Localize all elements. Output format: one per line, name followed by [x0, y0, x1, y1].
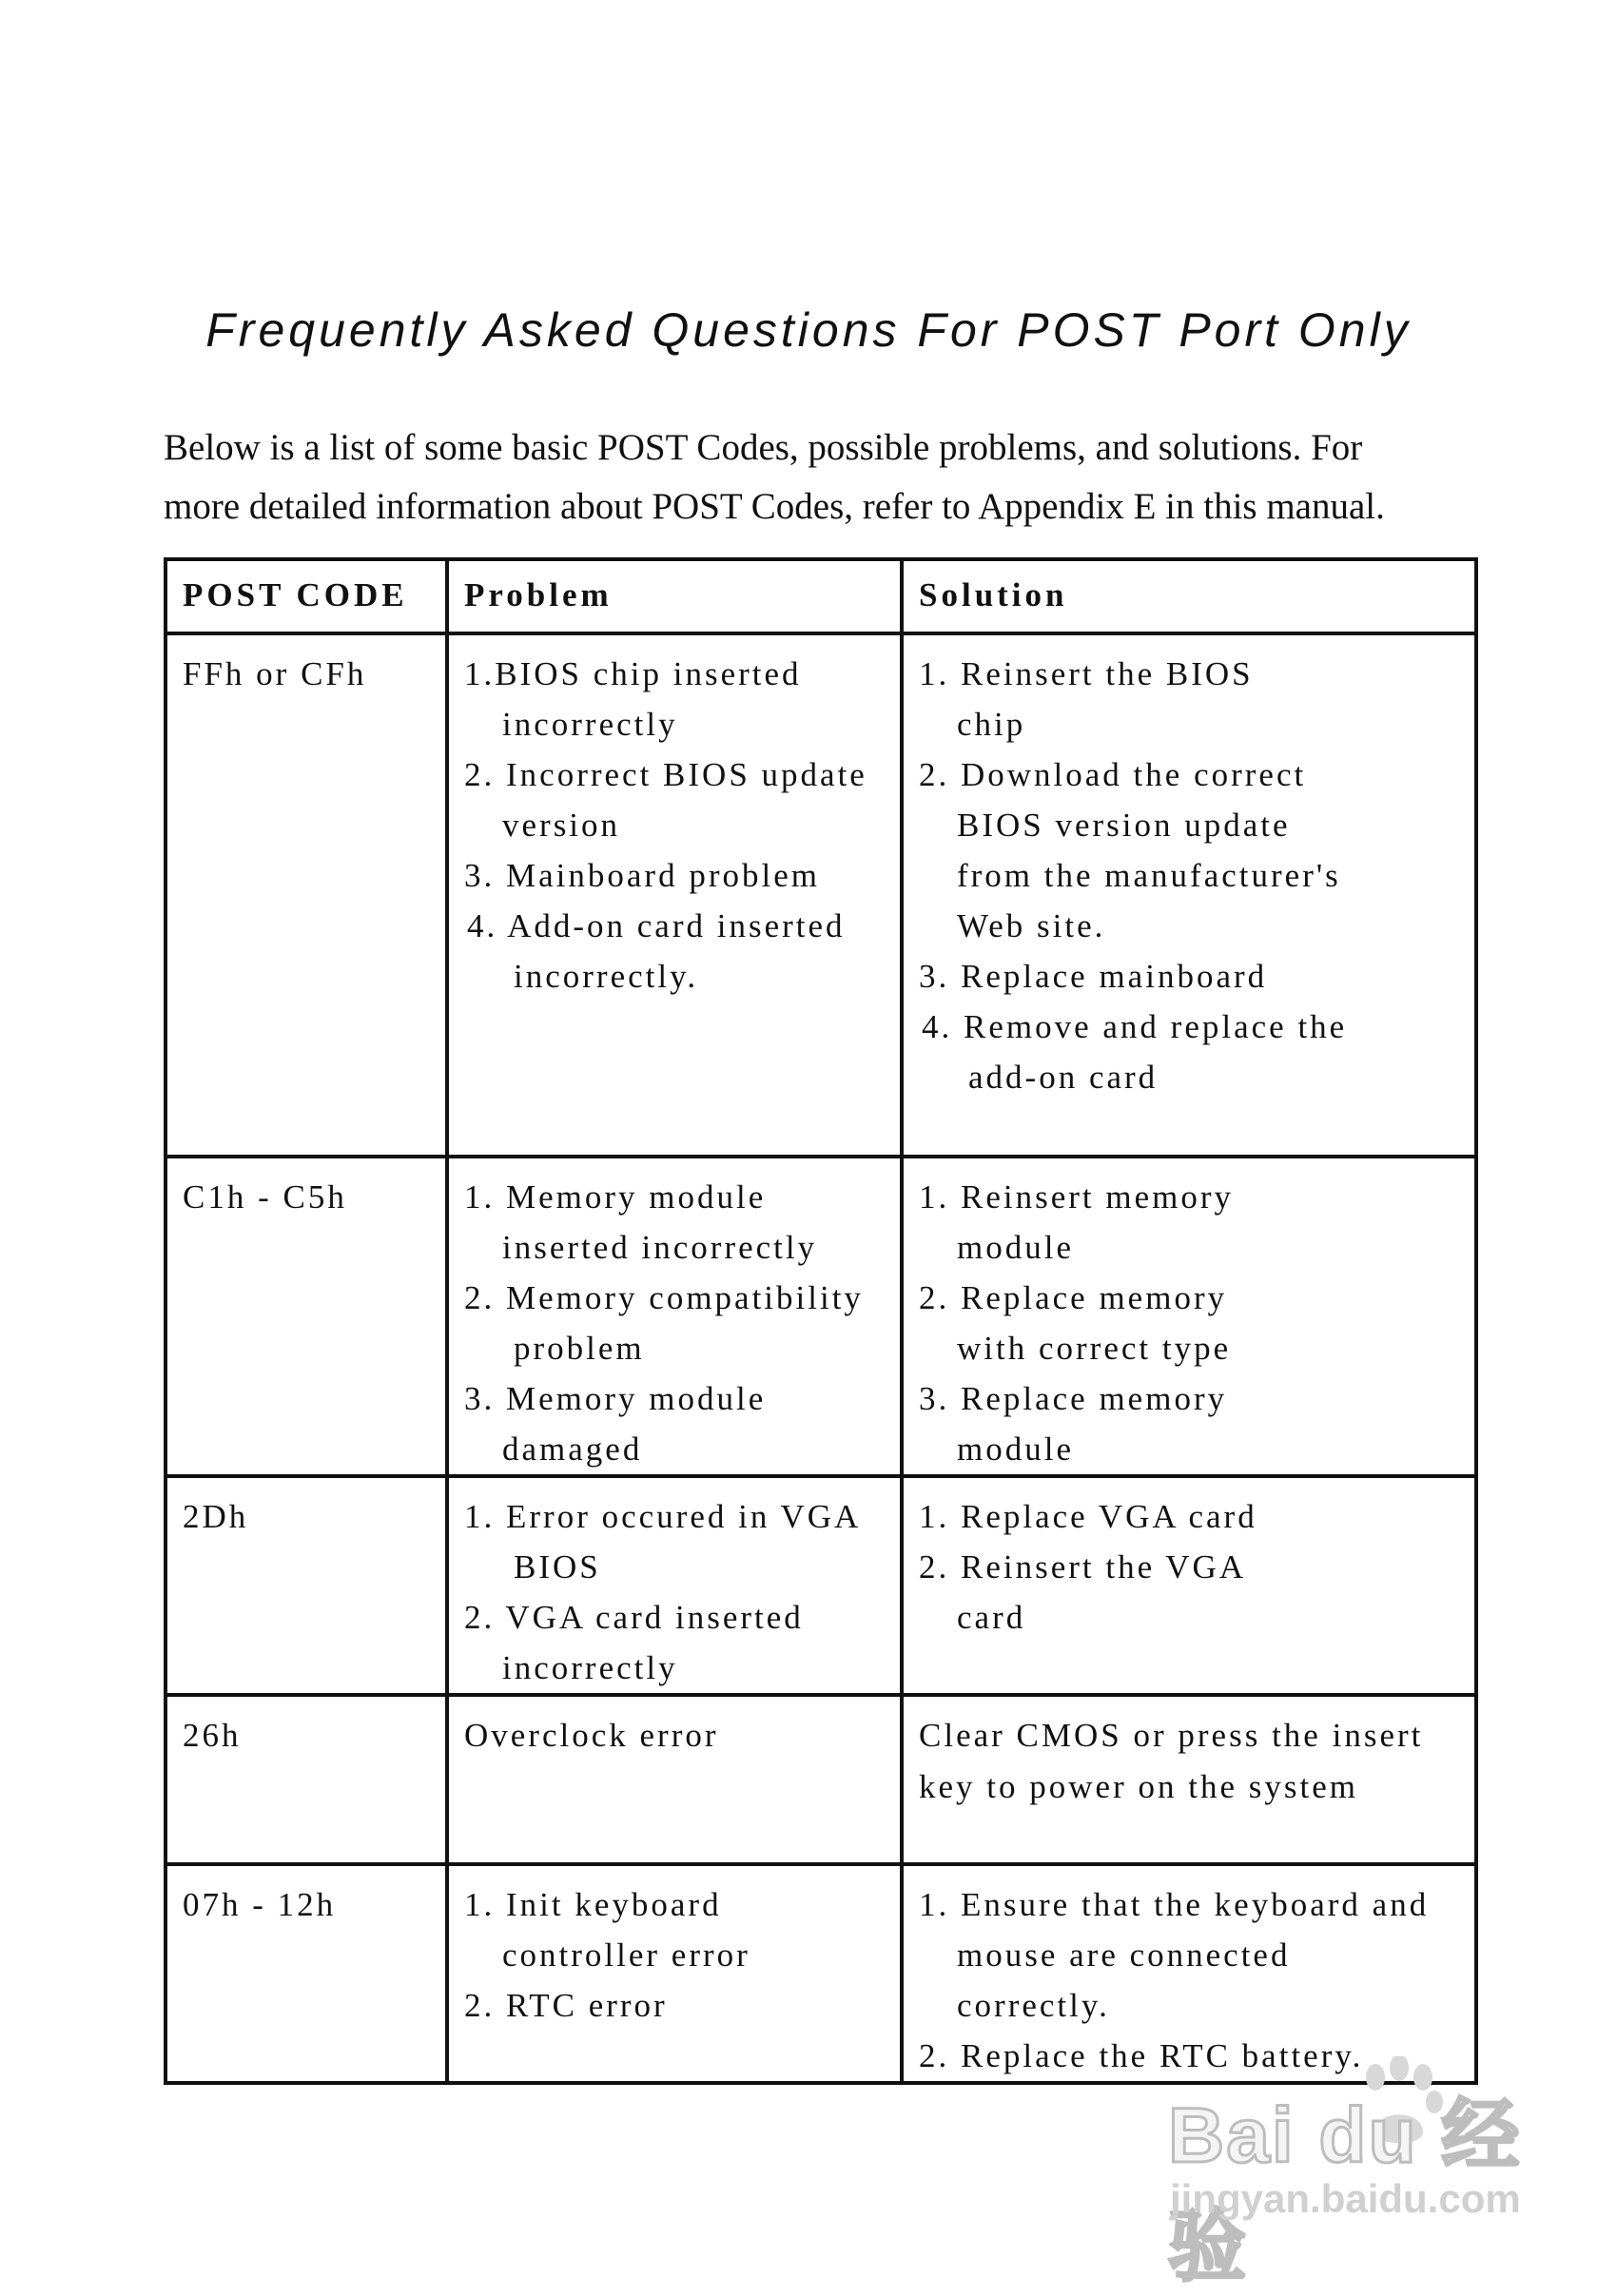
problem-line: incorrectly: [502, 706, 678, 743]
solution-line: module: [957, 1430, 1074, 1468]
solution-line: BIOS version update: [957, 807, 1291, 844]
problem-line: incorrectly: [502, 1649, 678, 1686]
problem-line: inserted incorrectly: [502, 1229, 818, 1266]
table-row: [166, 633, 1476, 1157]
solution-line: card: [957, 1599, 1026, 1636]
solution-line: correctly.: [957, 1987, 1110, 2024]
post-code: FFh or CFh: [183, 655, 367, 692]
problem-line: BIOS: [514, 1548, 601, 1586]
header-problem: Problem: [447, 559, 902, 633]
problem-line: 2. Memory compatibility: [464, 1279, 864, 1316]
solution-cell: [902, 1864, 1476, 2083]
solution-cell: [902, 633, 1476, 1157]
table-row: [166, 1695, 1476, 1864]
problem-cell: [447, 1157, 902, 1476]
solution-line: 2. Download the correct: [919, 756, 1307, 793]
problem-line: 3. Mainboard problem: [464, 857, 820, 894]
post-code: 2Dh: [183, 1498, 249, 1535]
intro-line: Below is a list of some basic POST Codes, possible problems, and solutions. For: [164, 427, 1363, 468]
solution-line: 1. Reinsert the BIOS: [919, 655, 1254, 692]
solution-line: chip: [957, 706, 1026, 743]
problem-line: version: [502, 807, 621, 844]
solution-line: from the manufacturer's: [957, 857, 1341, 894]
problem-line: damaged: [502, 1430, 643, 1468]
post-code-cell: [166, 1157, 447, 1476]
page-title: Frequently Asked Questions For POST Port Only: [205, 303, 1412, 357]
intro-paragraph: [164, 418, 1495, 536]
problem-cell: [447, 633, 902, 1157]
problem-line: incorrectly.: [514, 958, 699, 995]
solution-line: 3. Replace memory: [919, 1380, 1228, 1417]
problem-cell: [447, 1476, 902, 1695]
table-row: [166, 1476, 1476, 1695]
problem-line: controller error: [502, 1936, 750, 1974]
solution-cell: [902, 1695, 1476, 1864]
post-code-table: [164, 557, 1478, 2085]
post-code-cell: [166, 1476, 447, 1695]
post-code-cell: [166, 1695, 447, 1864]
solution-line: 1. Ensure that the keyboard and: [919, 1886, 1430, 1923]
intro-line: more detailed information about POST Codes, refer to Appendix E in this manual.: [164, 486, 1385, 527]
table-header-row: [166, 559, 1476, 633]
solution-line: key to power on the system: [919, 1768, 1358, 1805]
solution-line: 2. Replace the RTC battery.: [919, 2037, 1364, 2074]
solution-line: add-on card: [968, 1059, 1159, 1096]
problem-line: 3. Memory module: [464, 1380, 767, 1417]
post-code: 07h - 12h: [183, 1886, 337, 1923]
problem-line: Overclock error: [464, 1717, 719, 1754]
post-code: 26h: [183, 1717, 242, 1754]
watermark-url: jingyan.baidu.com: [1170, 2176, 1521, 2221]
problem-line: 2. VGA card inserted: [464, 1599, 804, 1636]
baidu-jingyan-watermark: [1168, 2073, 1549, 2290]
solution-line: mouse are connected: [957, 1936, 1291, 1974]
solution-line: 2. Replace memory: [919, 1279, 1228, 1316]
solution-line: with correct type: [957, 1330, 1232, 1367]
solution-line: Web site.: [957, 907, 1106, 944]
post-code-cell: [166, 1864, 447, 2083]
problem-line: 1.BIOS chip inserted: [464, 655, 802, 692]
problem-line: 2. RTC error: [464, 1987, 668, 2024]
solution-line: 3. Replace mainboard: [919, 958, 1268, 995]
solution-line: Clear CMOS or press the insert: [919, 1717, 1424, 1754]
solution-line: module: [957, 1229, 1074, 1266]
post-code-cell: [166, 633, 447, 1157]
problem-line: 2. Incorrect BIOS update: [464, 756, 867, 793]
problem-line: 1. Memory module: [464, 1178, 767, 1216]
solution-cell: [902, 1157, 1476, 1476]
post-code: C1h - C5h: [183, 1178, 347, 1216]
table-row: [166, 1864, 1476, 2083]
solution-line: 1. Reinsert memory: [919, 1178, 1235, 1216]
table-row: [166, 1157, 1476, 1476]
solution-cell: [902, 1476, 1476, 1695]
problem-line: problem: [514, 1330, 645, 1367]
problem-line: 1. Init keyboard: [464, 1886, 722, 1923]
problem-cell: [447, 1695, 902, 1864]
header-post-code: POST CODE: [166, 559, 447, 633]
solution-line: 4. Remove and replace the: [922, 1008, 1348, 1045]
header-solution: Solution: [902, 559, 1476, 633]
solution-line: 1. Replace VGA card: [919, 1498, 1257, 1535]
watermark-logo: Bai du 经验: [1168, 2092, 1522, 2290]
solution-line: 2. Reinsert the VGA: [919, 1548, 1247, 1586]
problem-line: 4. Add-on card inserted: [467, 907, 846, 944]
problem-line: 1. Error occured in VGA: [464, 1498, 862, 1535]
problem-cell: [447, 1864, 902, 2083]
